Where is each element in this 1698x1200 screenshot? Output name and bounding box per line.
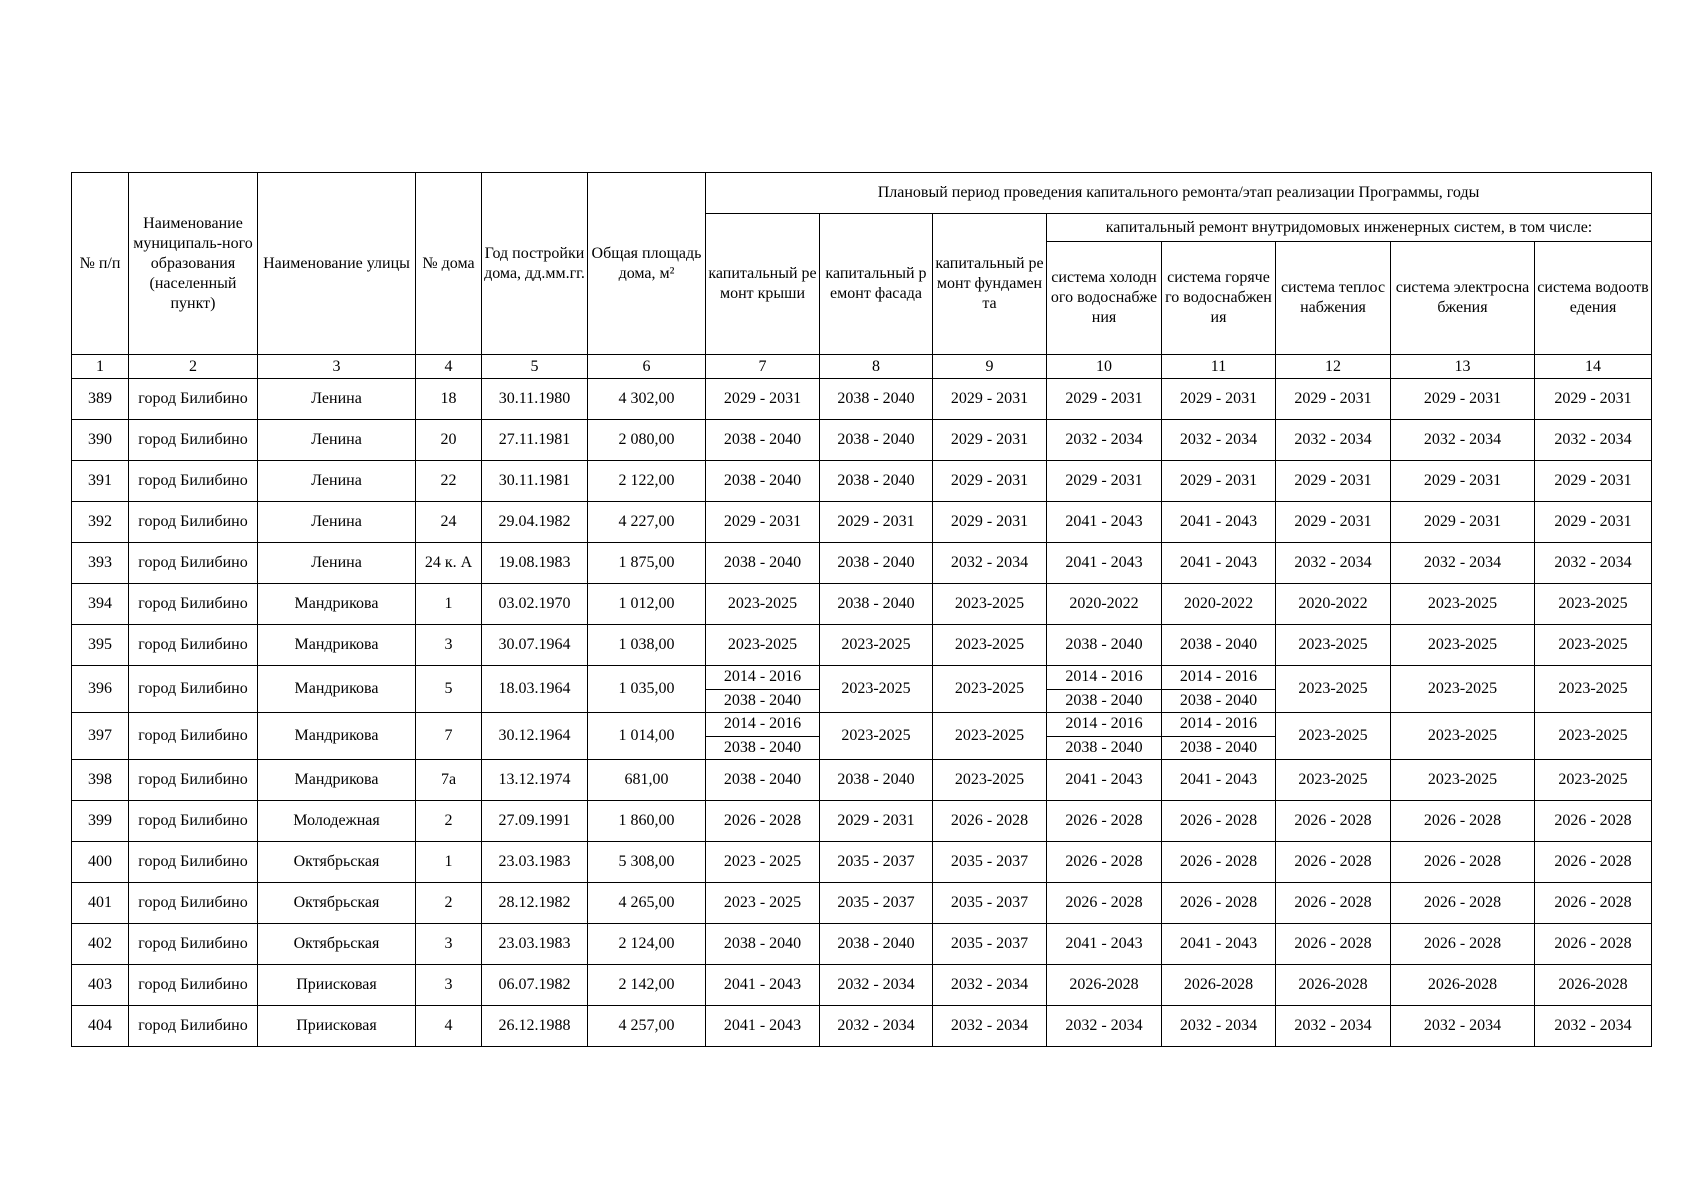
heating-cell: 2032 - 2034: [1276, 543, 1391, 584]
area-cell: 1 875,00: [588, 543, 706, 584]
sewer-cell: 2032 - 2034: [1535, 543, 1652, 584]
roof-cell: 2023 - 2025: [706, 883, 820, 924]
area-cell: 2 124,00: [588, 924, 706, 965]
year-cell: 18.03.1964: [482, 666, 588, 713]
year-cell: 23.03.1983: [482, 924, 588, 965]
row-number: 401: [72, 883, 129, 924]
hot-water-cell: 2041 - 2043: [1162, 502, 1276, 543]
electric-cell: 2032 - 2034: [1391, 420, 1535, 461]
roof-cell: 2038 - 2040: [706, 689, 820, 713]
column-number: 12: [1276, 355, 1391, 379]
sewer-cell: 2032 - 2034: [1535, 420, 1652, 461]
cold-water-cell: 2026-2028: [1047, 965, 1162, 1006]
hot-water-cell: 2014 - 2016: [1162, 666, 1276, 690]
sewer-cell: 2026 - 2028: [1535, 801, 1652, 842]
col-header-facade: капитальный ремонт фасада: [820, 214, 933, 355]
heating-cell: 2032 - 2034: [1276, 1006, 1391, 1047]
cold-water-cell: 2032 - 2034: [1047, 420, 1162, 461]
facade-cell: 2038 - 2040: [820, 584, 933, 625]
foundation-cell: 2023-2025: [933, 666, 1047, 713]
row-number: 400: [72, 842, 129, 883]
facade-cell: 2038 - 2040: [820, 924, 933, 965]
col-header-year: Год постройки дома, дд.мм.гг.: [482, 173, 588, 355]
house-cell: 7: [416, 713, 482, 760]
table-body: [72, 379, 1652, 1047]
municipality-cell: город Билибино: [129, 543, 258, 584]
facade-cell: 2038 - 2040: [820, 760, 933, 801]
column-number: 4: [416, 355, 482, 379]
column-number: 10: [1047, 355, 1162, 379]
year-cell: 30.11.1981: [482, 461, 588, 502]
municipality-cell: город Билибино: [129, 965, 258, 1006]
municipality-cell: город Билибино: [129, 801, 258, 842]
cold-water-cell: 2038 - 2040: [1047, 625, 1162, 666]
row-number: 402: [72, 924, 129, 965]
heating-cell: 2029 - 2031: [1276, 379, 1391, 420]
year-cell: 23.03.1983: [482, 842, 588, 883]
street-cell: Мандрикова: [258, 760, 416, 801]
row-number: 399: [72, 801, 129, 842]
roof-cell: 2038 - 2040: [706, 924, 820, 965]
street-cell: Ленина: [258, 461, 416, 502]
roof-cell: 2038 - 2040: [706, 461, 820, 502]
row-number: 393: [72, 543, 129, 584]
row-number: 398: [72, 760, 129, 801]
foundation-cell: 2029 - 2031: [933, 420, 1047, 461]
street-cell: Ленина: [258, 379, 416, 420]
column-number: 9: [933, 355, 1047, 379]
cold-water-cell: 2041 - 2043: [1047, 924, 1162, 965]
row-number: 390: [72, 420, 129, 461]
heating-cell: 2023-2025: [1276, 666, 1391, 713]
table-row: [72, 666, 1652, 690]
facade-cell: 2038 - 2040: [820, 379, 933, 420]
year-cell: 27.09.1991: [482, 801, 588, 842]
year-cell: 26.12.1988: [482, 1006, 588, 1047]
area-cell: 1 038,00: [588, 625, 706, 666]
cold-water-cell: 2026 - 2028: [1047, 801, 1162, 842]
area-cell: 2 080,00: [588, 420, 706, 461]
hot-water-cell: 2014 - 2016: [1162, 713, 1276, 737]
street-cell: Октябрьская: [258, 842, 416, 883]
row-number: 391: [72, 461, 129, 502]
hot-water-cell: 2041 - 2043: [1162, 760, 1276, 801]
house-cell: 24: [416, 502, 482, 543]
heating-cell: 2029 - 2031: [1276, 502, 1391, 543]
municipality-cell: город Билибино: [129, 420, 258, 461]
foundation-cell: 2032 - 2034: [933, 1006, 1047, 1047]
roof-cell: 2041 - 2043: [706, 965, 820, 1006]
area-cell: 2 142,00: [588, 965, 706, 1006]
area-cell: 1 035,00: [588, 666, 706, 713]
table-row: [72, 883, 1652, 924]
electric-cell: 2032 - 2034: [1391, 543, 1535, 584]
cold-water-cell: 2038 - 2040: [1047, 736, 1162, 760]
house-cell: 18: [416, 379, 482, 420]
house-cell: 22: [416, 461, 482, 502]
sewer-cell: 2026 - 2028: [1535, 924, 1652, 965]
electric-cell: 2023-2025: [1391, 760, 1535, 801]
house-cell: 24 к. А: [416, 543, 482, 584]
year-cell: 19.08.1983: [482, 543, 588, 584]
house-cell: 3: [416, 924, 482, 965]
sewer-cell: 2032 - 2034: [1535, 1006, 1652, 1047]
heating-cell: 2032 - 2034: [1276, 420, 1391, 461]
column-number: 7: [706, 355, 820, 379]
municipality-cell: город Билибино: [129, 502, 258, 543]
hot-water-cell: 2026-2028: [1162, 965, 1276, 1006]
table-row: [72, 760, 1652, 801]
row-number: 394: [72, 584, 129, 625]
electric-cell: 2029 - 2031: [1391, 379, 1535, 420]
house-cell: 3: [416, 625, 482, 666]
sewer-cell: 2023-2025: [1535, 666, 1652, 713]
heating-cell: 2023-2025: [1276, 760, 1391, 801]
electric-cell: 2026 - 2028: [1391, 883, 1535, 924]
cold-water-cell: 2014 - 2016: [1047, 713, 1162, 737]
sewer-cell: 2023-2025: [1535, 584, 1652, 625]
year-cell: 30.12.1964: [482, 713, 588, 760]
heating-cell: 2020-2022: [1276, 584, 1391, 625]
foundation-cell: 2023-2025: [933, 760, 1047, 801]
cold-water-cell: 2041 - 2043: [1047, 502, 1162, 543]
col-header-cold-water: система холодного водоснабжения: [1047, 242, 1162, 355]
street-cell: Приисковая: [258, 1006, 416, 1047]
street-cell: Мандрикова: [258, 713, 416, 760]
table-row: [72, 420, 1652, 461]
hot-water-cell: 2029 - 2031: [1162, 379, 1276, 420]
cold-water-cell: 2014 - 2016: [1047, 666, 1162, 690]
area-cell: 5 308,00: [588, 842, 706, 883]
roof-cell: 2014 - 2016: [706, 666, 820, 690]
sewer-cell: 2023-2025: [1535, 625, 1652, 666]
table-row: [72, 502, 1652, 543]
facade-cell: 2035 - 2037: [820, 883, 933, 924]
table-row: [72, 584, 1652, 625]
heating-cell: 2029 - 2031: [1276, 461, 1391, 502]
facade-cell: 2035 - 2037: [820, 842, 933, 883]
house-cell: 1: [416, 842, 482, 883]
row-number: 396: [72, 666, 129, 713]
facade-cell: 2038 - 2040: [820, 461, 933, 502]
roof-cell: 2029 - 2031: [706, 379, 820, 420]
house-cell: 4: [416, 1006, 482, 1047]
facade-cell: 2038 - 2040: [820, 420, 933, 461]
heating-cell: 2023-2025: [1276, 713, 1391, 760]
col-header-no: № п/п: [72, 173, 129, 355]
street-cell: Ленина: [258, 502, 416, 543]
row-number: 389: [72, 379, 129, 420]
capital-repair-table: [71, 172, 1652, 1047]
hot-water-cell: 2041 - 2043: [1162, 543, 1276, 584]
street-cell: Мандрикова: [258, 666, 416, 713]
municipality-cell: город Билибино: [129, 625, 258, 666]
heating-cell: 2026 - 2028: [1276, 842, 1391, 883]
cold-water-cell: 2041 - 2043: [1047, 543, 1162, 584]
hot-water-cell: 2032 - 2034: [1162, 1006, 1276, 1047]
column-number: 13: [1391, 355, 1535, 379]
electric-cell: 2023-2025: [1391, 584, 1535, 625]
column-number: 5: [482, 355, 588, 379]
roof-cell: 2029 - 2031: [706, 502, 820, 543]
electric-cell: 2026 - 2028: [1391, 924, 1535, 965]
electric-cell: 2026 - 2028: [1391, 842, 1535, 883]
house-cell: 2: [416, 883, 482, 924]
sewer-cell: 2029 - 2031: [1535, 502, 1652, 543]
foundation-cell: 2029 - 2031: [933, 379, 1047, 420]
street-cell: Октябрьская: [258, 883, 416, 924]
sewer-cell: 2026 - 2028: [1535, 883, 1652, 924]
heating-cell: 2026 - 2028: [1276, 883, 1391, 924]
table-row: [72, 543, 1652, 584]
facade-cell: 2038 - 2040: [820, 543, 933, 584]
facade-cell: 2029 - 2031: [820, 801, 933, 842]
table-row: [72, 379, 1652, 420]
roof-cell: 2038 - 2040: [706, 420, 820, 461]
col-header-street: Наименование улицы: [258, 173, 416, 355]
foundation-cell: 2029 - 2031: [933, 461, 1047, 502]
street-cell: Мандрикова: [258, 625, 416, 666]
cold-water-cell: 2041 - 2043: [1047, 760, 1162, 801]
year-cell: 28.12.1982: [482, 883, 588, 924]
column-number: 3: [258, 355, 416, 379]
cold-water-cell: 2038 - 2040: [1047, 689, 1162, 713]
hot-water-cell: 2038 - 2040: [1162, 625, 1276, 666]
cold-water-cell: 2026 - 2028: [1047, 842, 1162, 883]
heating-cell: 2026-2028: [1276, 965, 1391, 1006]
column-number: 1: [72, 355, 129, 379]
municipality-cell: город Билибино: [129, 1006, 258, 1047]
area-cell: 2 122,00: [588, 461, 706, 502]
sewer-cell: 2023-2025: [1535, 713, 1652, 760]
facade-cell: 2023-2025: [820, 625, 933, 666]
column-number: 11: [1162, 355, 1276, 379]
house-cell: 2: [416, 801, 482, 842]
year-cell: 30.07.1964: [482, 625, 588, 666]
table-row: [72, 842, 1652, 883]
street-cell: Ленина: [258, 543, 416, 584]
year-cell: 29.04.1982: [482, 502, 588, 543]
roof-cell: 2038 - 2040: [706, 736, 820, 760]
cold-water-cell: 2032 - 2034: [1047, 1006, 1162, 1047]
row-number: 397: [72, 713, 129, 760]
cold-water-cell: 2029 - 2031: [1047, 461, 1162, 502]
sewer-cell: 2029 - 2031: [1535, 461, 1652, 502]
street-cell: Молодежная: [258, 801, 416, 842]
foundation-cell: 2029 - 2031: [933, 502, 1047, 543]
column-number: 8: [820, 355, 933, 379]
area-cell: 4 302,00: [588, 379, 706, 420]
table-row: [72, 1006, 1652, 1047]
roof-cell: 2023-2025: [706, 584, 820, 625]
facade-cell: 2029 - 2031: [820, 502, 933, 543]
table-row: [72, 625, 1652, 666]
column-number: 14: [1535, 355, 1652, 379]
roof-cell: 2038 - 2040: [706, 760, 820, 801]
col-header-hot-water: система горячего водоснабжения: [1162, 242, 1276, 355]
area-cell: 4 257,00: [588, 1006, 706, 1047]
col-header-engineering: капитальный ремонт внутридомовых инженерных систем, в том числе:: [1047, 214, 1652, 242]
cold-water-cell: 2029 - 2031: [1047, 379, 1162, 420]
facade-cell: 2032 - 2034: [820, 965, 933, 1006]
area-cell: 681,00: [588, 760, 706, 801]
hot-water-cell: 2026 - 2028: [1162, 801, 1276, 842]
foundation-cell: 2035 - 2037: [933, 883, 1047, 924]
col-header-area: Общая площадь дома, м²: [588, 173, 706, 355]
area-cell: 1 012,00: [588, 584, 706, 625]
row-number: 403: [72, 965, 129, 1006]
foundation-cell: 2035 - 2037: [933, 924, 1047, 965]
col-header-roof: капитальный ремонт крыши: [706, 214, 820, 355]
hot-water-cell: 2041 - 2043: [1162, 924, 1276, 965]
foundation-cell: 2035 - 2037: [933, 842, 1047, 883]
foundation-cell: 2023-2025: [933, 713, 1047, 760]
col-header-heating: система теплоснабжения: [1276, 242, 1391, 355]
column-number-row: [72, 355, 1652, 379]
table-row: [72, 461, 1652, 502]
col-header-electric: система электроснабжения: [1391, 242, 1535, 355]
year-cell: 03.02.1970: [482, 584, 588, 625]
year-cell: 30.11.1980: [482, 379, 588, 420]
facade-cell: 2023-2025: [820, 713, 933, 760]
roof-cell: 2023 - 2025: [706, 842, 820, 883]
row-number: 392: [72, 502, 129, 543]
col-header-house: № дома: [416, 173, 482, 355]
municipality-cell: город Билибино: [129, 713, 258, 760]
facade-cell: 2032 - 2034: [820, 1006, 933, 1047]
table-row: [72, 713, 1652, 737]
roof-cell: 2023-2025: [706, 625, 820, 666]
municipality-cell: город Билибино: [129, 379, 258, 420]
house-cell: 3: [416, 965, 482, 1006]
sewer-cell: 2026 - 2028: [1535, 842, 1652, 883]
cold-water-cell: 2020-2022: [1047, 584, 1162, 625]
area-cell: 4 265,00: [588, 883, 706, 924]
electric-cell: 2029 - 2031: [1391, 502, 1535, 543]
sewer-cell: 2029 - 2031: [1535, 379, 1652, 420]
electric-cell: 2026-2028: [1391, 965, 1535, 1006]
table-row: [72, 801, 1652, 842]
area-cell: 1 860,00: [588, 801, 706, 842]
house-cell: 1: [416, 584, 482, 625]
col-header-sewer: система водоотведения: [1535, 242, 1652, 355]
roof-cell: 2026 - 2028: [706, 801, 820, 842]
electric-cell: 2026 - 2028: [1391, 801, 1535, 842]
house-cell: 20: [416, 420, 482, 461]
electric-cell: 2032 - 2034: [1391, 1006, 1535, 1047]
header-row-top: [72, 173, 1652, 214]
heating-cell: 2026 - 2028: [1276, 801, 1391, 842]
area-cell: 4 227,00: [588, 502, 706, 543]
municipality-cell: город Билибино: [129, 842, 258, 883]
electric-cell: 2029 - 2031: [1391, 461, 1535, 502]
row-number: 395: [72, 625, 129, 666]
col-header-foundation: капитальный ремонт фундамента: [933, 214, 1047, 355]
foundation-cell: 2026 - 2028: [933, 801, 1047, 842]
area-cell: 1 014,00: [588, 713, 706, 760]
street-cell: Ленина: [258, 420, 416, 461]
year-cell: 27.11.1981: [482, 420, 588, 461]
municipality-cell: город Билибино: [129, 760, 258, 801]
hot-water-cell: 2029 - 2031: [1162, 461, 1276, 502]
roof-cell: 2014 - 2016: [706, 713, 820, 737]
year-cell: 13.12.1974: [482, 760, 588, 801]
municipality-cell: город Билибино: [129, 924, 258, 965]
row-number: 404: [72, 1006, 129, 1047]
heating-cell: 2023-2025: [1276, 625, 1391, 666]
table-row: [72, 965, 1652, 1006]
roof-cell: 2038 - 2040: [706, 543, 820, 584]
year-cell: 06.07.1982: [482, 965, 588, 1006]
hot-water-cell: 2026 - 2028: [1162, 842, 1276, 883]
foundation-cell: 2032 - 2034: [933, 965, 1047, 1006]
sewer-cell: 2026-2028: [1535, 965, 1652, 1006]
heating-cell: 2026 - 2028: [1276, 924, 1391, 965]
house-cell: 7а: [416, 760, 482, 801]
hot-water-cell: 2032 - 2034: [1162, 420, 1276, 461]
street-cell: Мандрикова: [258, 584, 416, 625]
roof-cell: 2041 - 2043: [706, 1006, 820, 1047]
table-row: [72, 924, 1652, 965]
municipality-cell: город Билибино: [129, 883, 258, 924]
municipality-cell: город Билибино: [129, 584, 258, 625]
foundation-cell: 2032 - 2034: [933, 543, 1047, 584]
street-cell: Приисковая: [258, 965, 416, 1006]
municipality-cell: город Билибино: [129, 461, 258, 502]
electric-cell: 2023-2025: [1391, 666, 1535, 713]
electric-cell: 2023-2025: [1391, 713, 1535, 760]
electric-cell: 2023-2025: [1391, 625, 1535, 666]
street-cell: Октябрьская: [258, 924, 416, 965]
foundation-cell: 2023-2025: [933, 625, 1047, 666]
cold-water-cell: 2026 - 2028: [1047, 883, 1162, 924]
house-cell: 5: [416, 666, 482, 713]
hot-water-cell: 2026 - 2028: [1162, 883, 1276, 924]
hot-water-cell: 2038 - 2040: [1162, 736, 1276, 760]
col-header-planned-period: Плановый период проведения капитального ремонта/этап реализации Программы, годы: [706, 173, 1652, 214]
column-number: 6: [588, 355, 706, 379]
sewer-cell: 2023-2025: [1535, 760, 1652, 801]
hot-water-cell: 2038 - 2040: [1162, 689, 1276, 713]
column-number: 2: [129, 355, 258, 379]
col-header-municipality: Наименование муниципаль-ного образования (населенный пункт): [129, 173, 258, 355]
municipality-cell: город Билибино: [129, 666, 258, 713]
foundation-cell: 2023-2025: [933, 584, 1047, 625]
facade-cell: 2023-2025: [820, 666, 933, 713]
hot-water-cell: 2020-2022: [1162, 584, 1276, 625]
